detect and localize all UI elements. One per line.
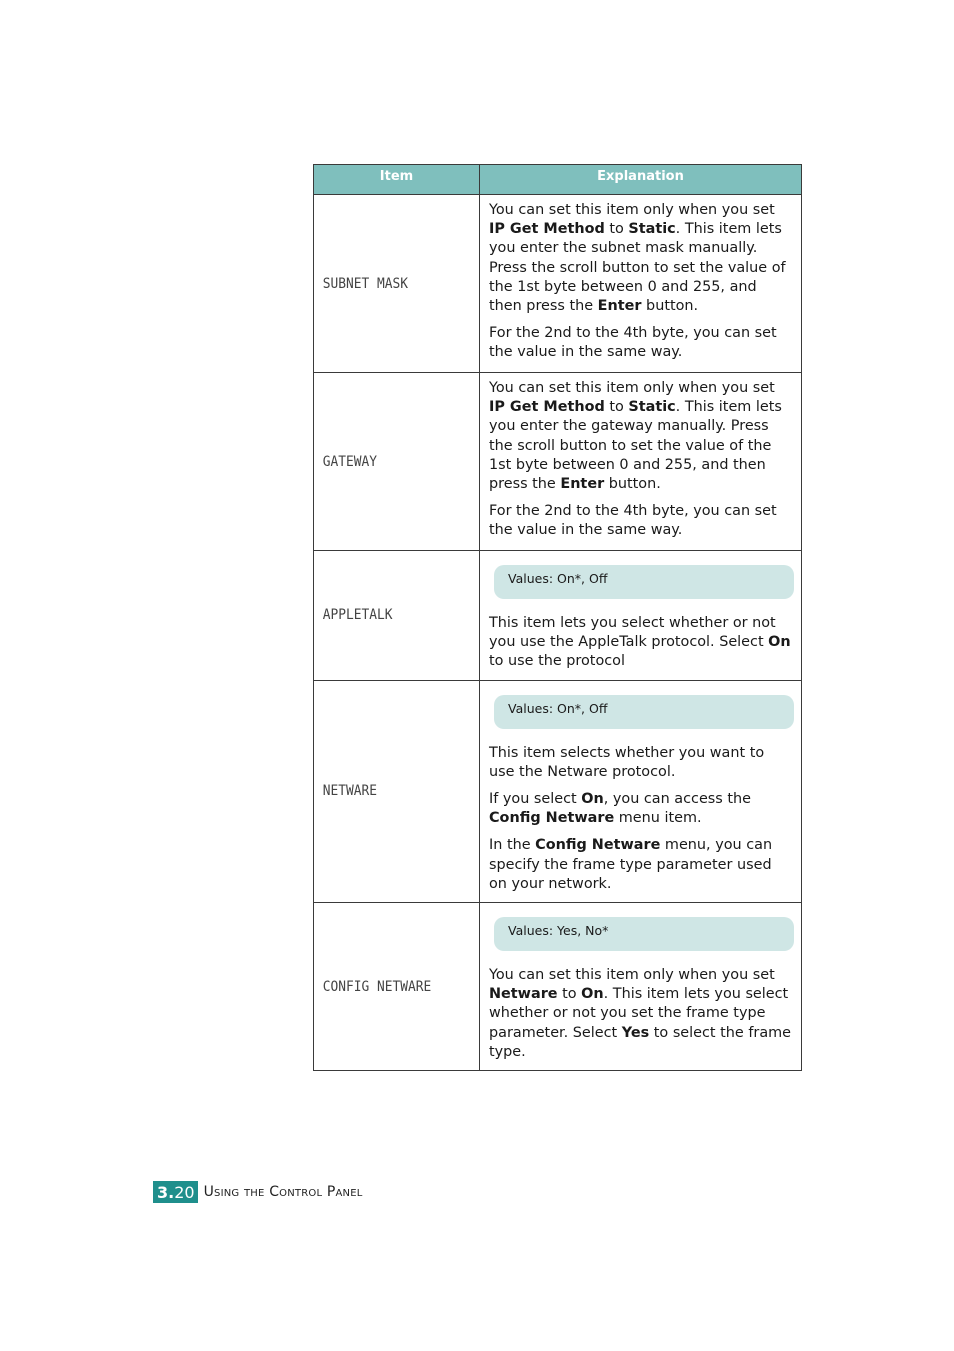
bold-text: On (581, 986, 604, 1003)
explanation-gateway (480, 373, 802, 551)
text: to use the protocol (489, 653, 625, 670)
bold-text: Config Netware (535, 837, 661, 854)
explanation-appletalk (480, 551, 802, 681)
text: button. (641, 298, 699, 315)
paragraph (489, 379, 793, 494)
chapter-number: 3. (157, 1182, 175, 1202)
text: In the (489, 837, 536, 854)
text: If you select (489, 791, 582, 808)
table-row (314, 195, 802, 373)
text: to (604, 221, 629, 238)
bold-text: Config Netware (489, 810, 615, 827)
paragraph: For the 2nd to the 4th byte, you can set the value in the same way. (489, 503, 777, 539)
bold-text: Static (628, 399, 676, 416)
bold-text: IP Get Method (489, 399, 605, 416)
bold-text: On (581, 791, 604, 808)
text: . This item lets you select whether or not you set the frame type parameter. Select (489, 986, 789, 1041)
paragraph (489, 966, 793, 1062)
table-row (314, 680, 802, 902)
page-number: 20 (174, 1182, 195, 1202)
bold-text: Enter (560, 476, 605, 493)
values-box: Values: On*, Off (494, 695, 794, 729)
paragraph (489, 836, 793, 894)
item-subnet-mask: SUBNET MASK (314, 195, 467, 373)
text: menu item. (614, 810, 702, 827)
page-number-badge (153, 1181, 198, 1203)
explanation-config-netware (480, 903, 802, 1071)
text: button. (604, 476, 661, 493)
bold-text: Yes (621, 1024, 650, 1041)
page-footer (153, 1181, 363, 1203)
paragraph (489, 201, 793, 316)
text: , you can access the (603, 791, 751, 808)
item-gateway: GATEWAY (314, 373, 467, 551)
text: You can set this item only when you set (489, 202, 775, 218)
paragraph (489, 790, 793, 828)
text: You can set this item only when you set (489, 380, 775, 396)
column-header-explanation: Explanation (480, 165, 802, 195)
table-row (314, 373, 802, 551)
text: . This item lets you enter the subnet mask manually. Press the scroll button to set the value of the 1st byte between 0 and 255, and then press the (489, 221, 786, 315)
text: This item lets you select whether or not you use the AppleTalk protocol. Select (489, 615, 776, 651)
paragraph (489, 614, 793, 672)
explanation-subnet-mask (480, 195, 802, 373)
text: You can set this item only when you set (489, 967, 775, 984)
bold-text: On (768, 634, 791, 651)
settings-table (313, 164, 802, 1071)
explanation-netware (480, 680, 802, 902)
bold-text: IP Get Method (489, 221, 605, 238)
item-config-netware: CONFIG NETWARE (314, 903, 467, 1071)
text: to select the frame type. (489, 1024, 792, 1060)
values-box: Values: Yes, No* (494, 917, 794, 951)
column-header-item: Item (314, 165, 480, 195)
text: menu, you can specify the frame type parameter used on your network. (489, 837, 773, 892)
item-netware: NETWARE (314, 680, 467, 902)
bold-text: Enter (597, 298, 642, 315)
table-row (314, 903, 802, 1071)
item-appletalk: APPLETALK (314, 551, 467, 681)
table-header-row (314, 165, 802, 195)
text: to (557, 986, 582, 1003)
bold-text: Static (628, 221, 676, 238)
paragraph: For the 2nd to the 4th byte, you can set the value in the same way. (489, 325, 777, 361)
bold-text: Netware (489, 986, 558, 1003)
text: to (604, 399, 629, 416)
table-row (314, 551, 802, 681)
text: . This item lets you enter the gateway manually. Press the scroll button to set the value of the 1st byte between 0 and 255, and then press the (489, 399, 782, 493)
values-box: Values: On*, Off (494, 565, 794, 599)
paragraph: This item selects whether you want to use the Netware protocol. (489, 744, 765, 780)
section-title: Using the Control Panel (203, 1184, 363, 1200)
